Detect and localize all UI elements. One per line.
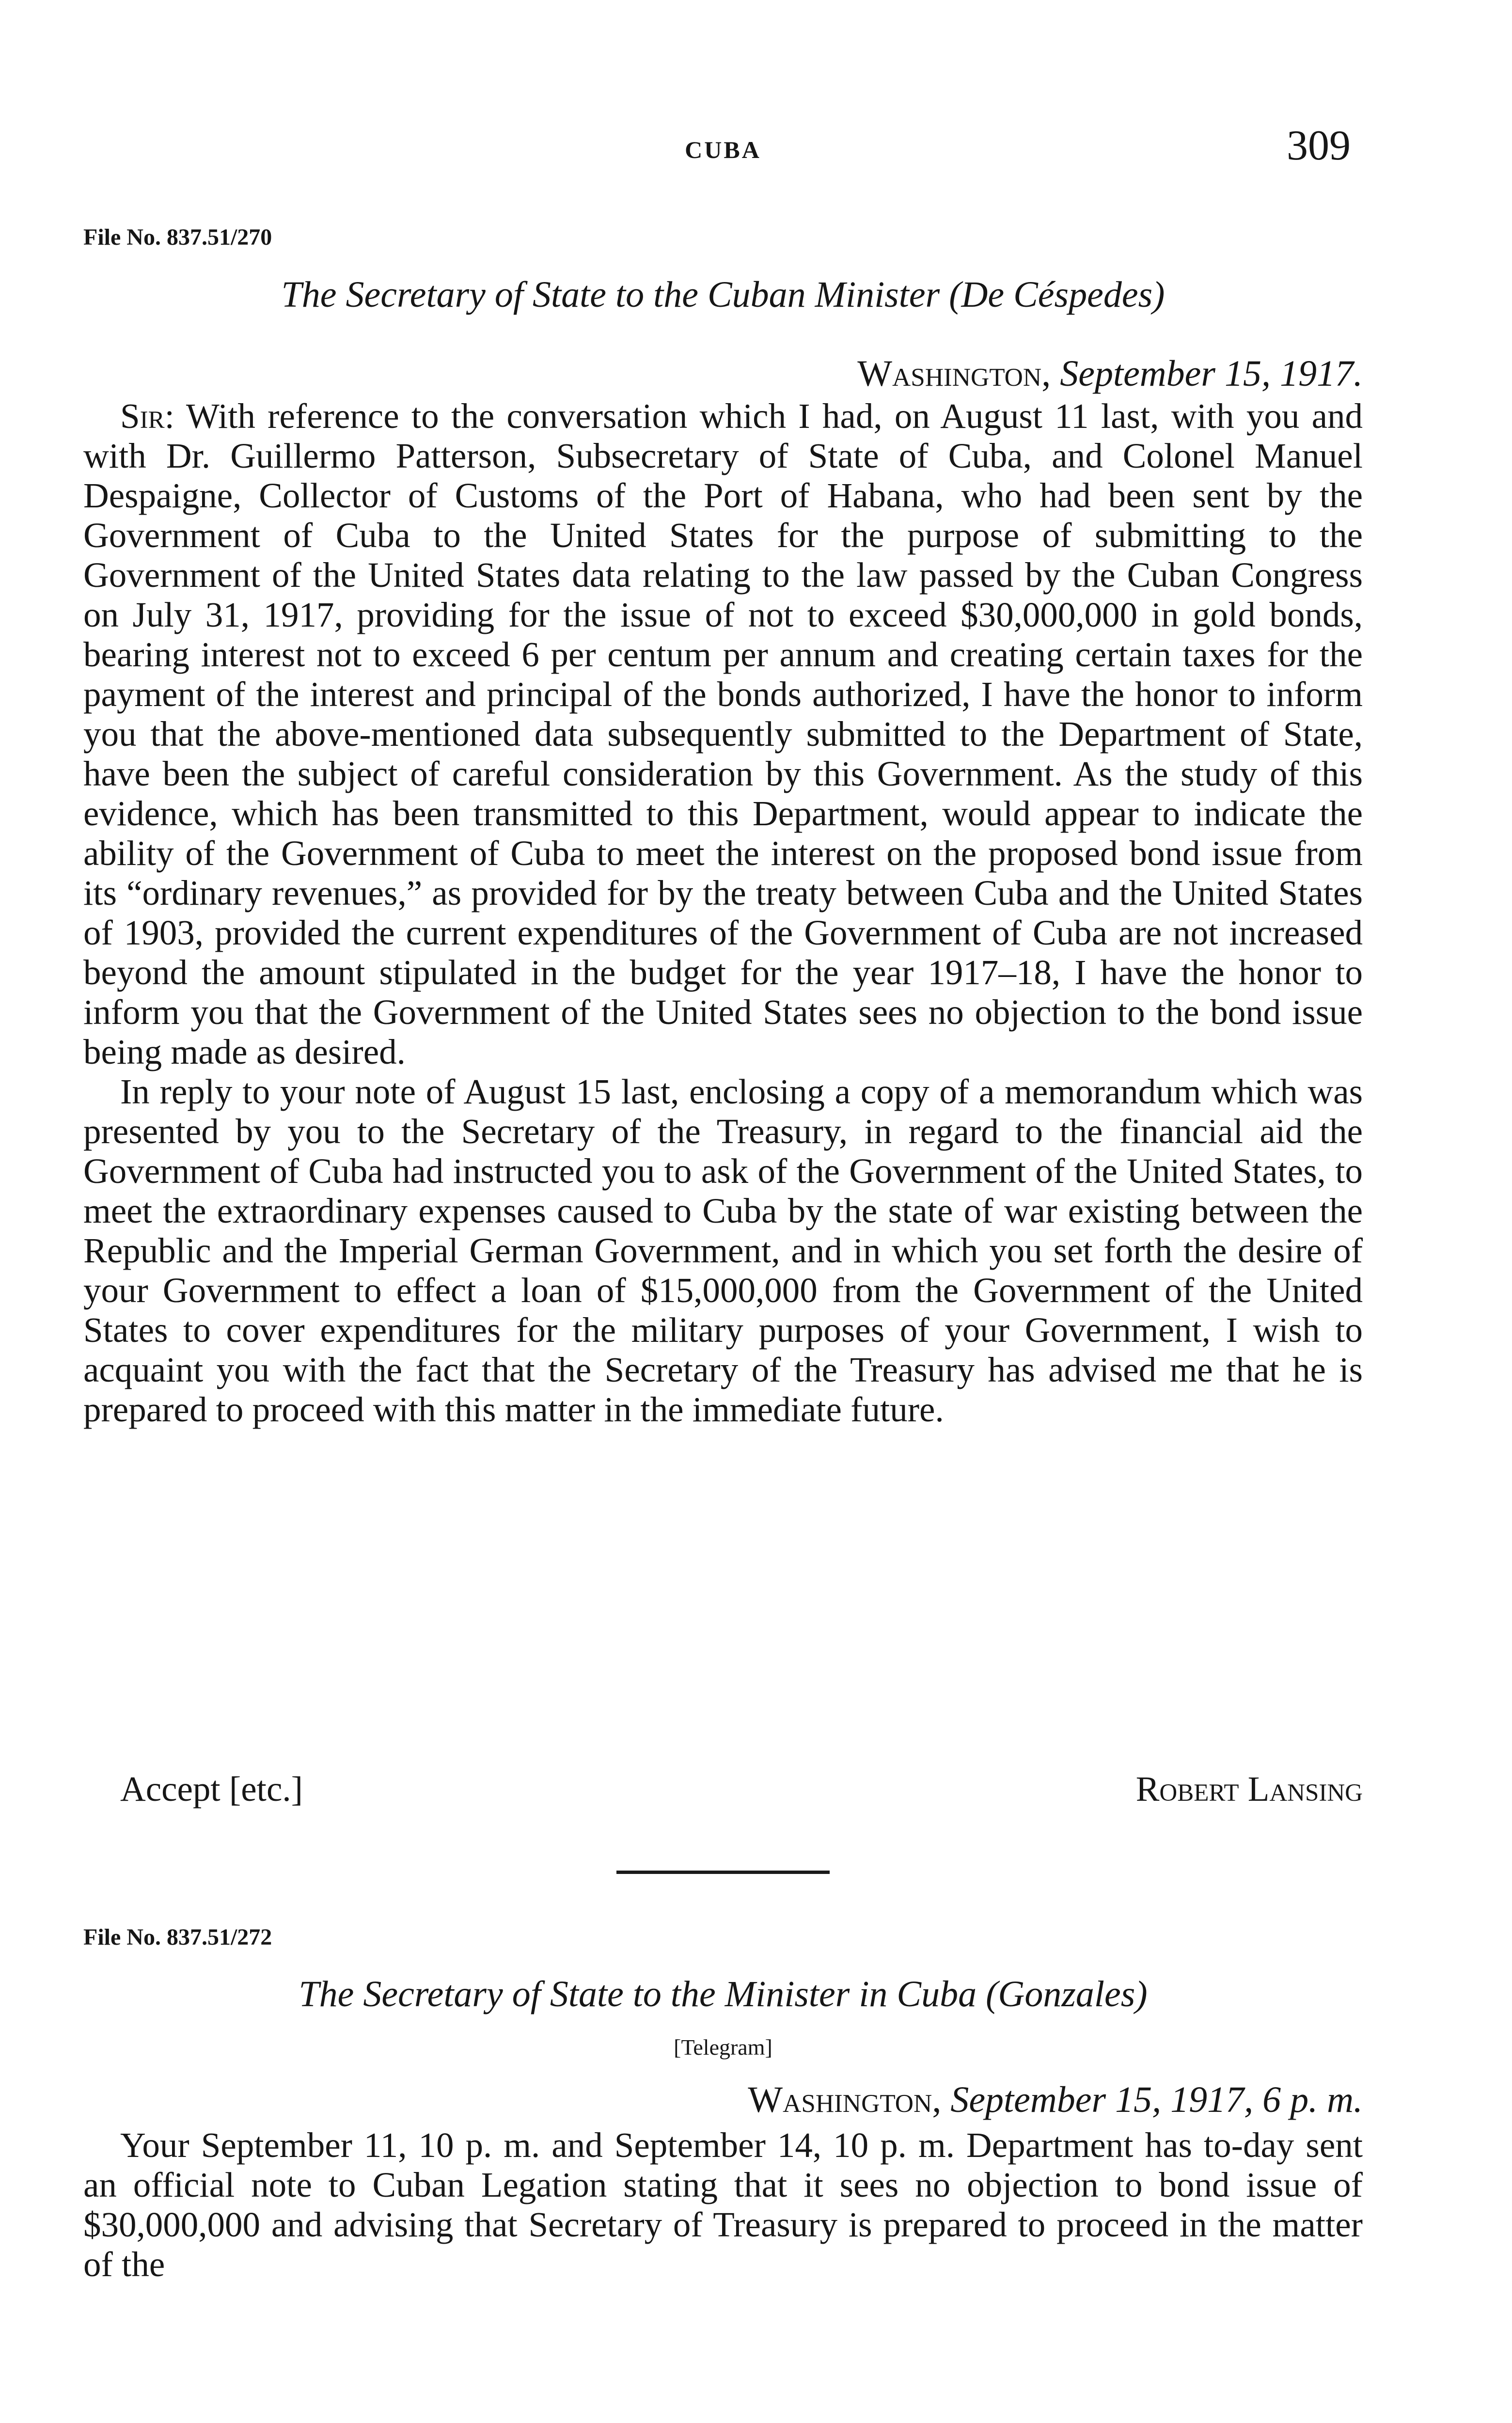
document-1-dateline-date: September 15, 1917.: [1060, 353, 1363, 394]
salutation: Sir:: [120, 396, 174, 436]
document-page: [83, 0, 1363, 2423]
document-2-dateline-date: September 15, 1917, 6 p. m.: [950, 2079, 1363, 2120]
section-divider: [616, 1871, 830, 1874]
document-2-dateline: [748, 2079, 1363, 2121]
document-1-dateline-place: Washington,: [857, 353, 1051, 394]
document-1-heading-name: (De Céspedes): [949, 274, 1165, 315]
document-1-heading: [83, 274, 1363, 316]
document-2-paragraph-1: Your September 11, 10 p. m. and September 14, 10 p. m. Department has to-day sent an official note to Cuban Legation stating that it sees no objection to bond issue of $30,000,000 and advising that Secretary of Treasury is prepared to proceed in the matter of the: [83, 2125, 1363, 2284]
document-2-heading-text: The Secretary of State to the Minister in Cuba: [299, 1974, 977, 2014]
document-2-body: [83, 2125, 1363, 2284]
file-number-2: File No. 837.51/272: [83, 1924, 272, 1950]
telegram-label: [Telegram]: [674, 2035, 772, 2060]
closing-text: Accept [etc.]: [120, 1769, 303, 1809]
document-1-paragraph-1: [83, 396, 1363, 1072]
document-1-body: [83, 396, 1363, 1430]
document-1-heading-text: The Secretary of State to the Cuban Minister: [281, 274, 940, 315]
document-1-closing: [120, 1769, 1363, 1809]
document-2-dateline-place: Washington,: [748, 2079, 942, 2120]
signature: Robert Lansing: [1135, 1769, 1363, 1809]
document-2-heading: [83, 1973, 1363, 2015]
running-head: [83, 121, 1363, 174]
document-1-dateline: [857, 353, 1363, 395]
page-number: 309: [1287, 122, 1351, 169]
running-head-title: CUBA: [685, 136, 761, 163]
file-number-1: File No. 837.51/270: [83, 224, 272, 250]
document-2-heading-name: (Gonzales): [986, 1974, 1148, 2014]
document-1-paragraph-1-text: With reference to the conversation which I had, on August 11 last, with you and with Dr. Guillermo Patterson, Subsecretary of State of Cuba, and Colonel Manuel Despaigne, Collector of Customs of the Port of Habana, who had been sent by the Government of Cuba to the United States for the purpose of submitting to the Government of the United States data relating to the law passed by the Cuban Congress on July 31, 1917, providing for the issue of not to exceed $30,000,000 in gold bonds, bearing interest not to exceed 6 per centum per annum and creating certain taxes for the payment of the interest and principal of the bonds authorized, I have the honor to inform you that the above-mentioned data subsequently submitted to the Department of State, have been the subject of careful consideration by this Government. As the study of this evidence, which has been transmitted to this Department, would appear to indicate the ability of the Government of Cuba to meet the interest on the proposed bond issue from its “ordinary revenues,” as provided for by the treaty between Cuba and the United States of 1903, provided the current expenditures of the Government of Cuba are not increased beyond the amount stipulated in the budget for the year 1917–18, I have the honor to inform you that the Government of the United States sees no objection to the bond issue being made as desired.: [83, 396, 1363, 1071]
document-1-paragraph-2: In reply to your note of August 15 last, enclosing a copy of a memorandum which was presented by you to the Secretary of the Treasury, in regard to the financial aid the Government of Cuba had instructed you to ask of the Government of the United States, to meet the extraordinary expenses caused to Cuba by the state of war existing between the Republic and the Imperial German Government, and in which you set forth the desire of your Government to effect a loan of $15,000,000 from the Government of the United States to cover expenditures for the military purposes of your Government, I wish to acquaint you with the fact that the Secretary of the Treasury has advised me that he is prepared to proceed with this matter in the immediate future.: [83, 1072, 1363, 1429]
